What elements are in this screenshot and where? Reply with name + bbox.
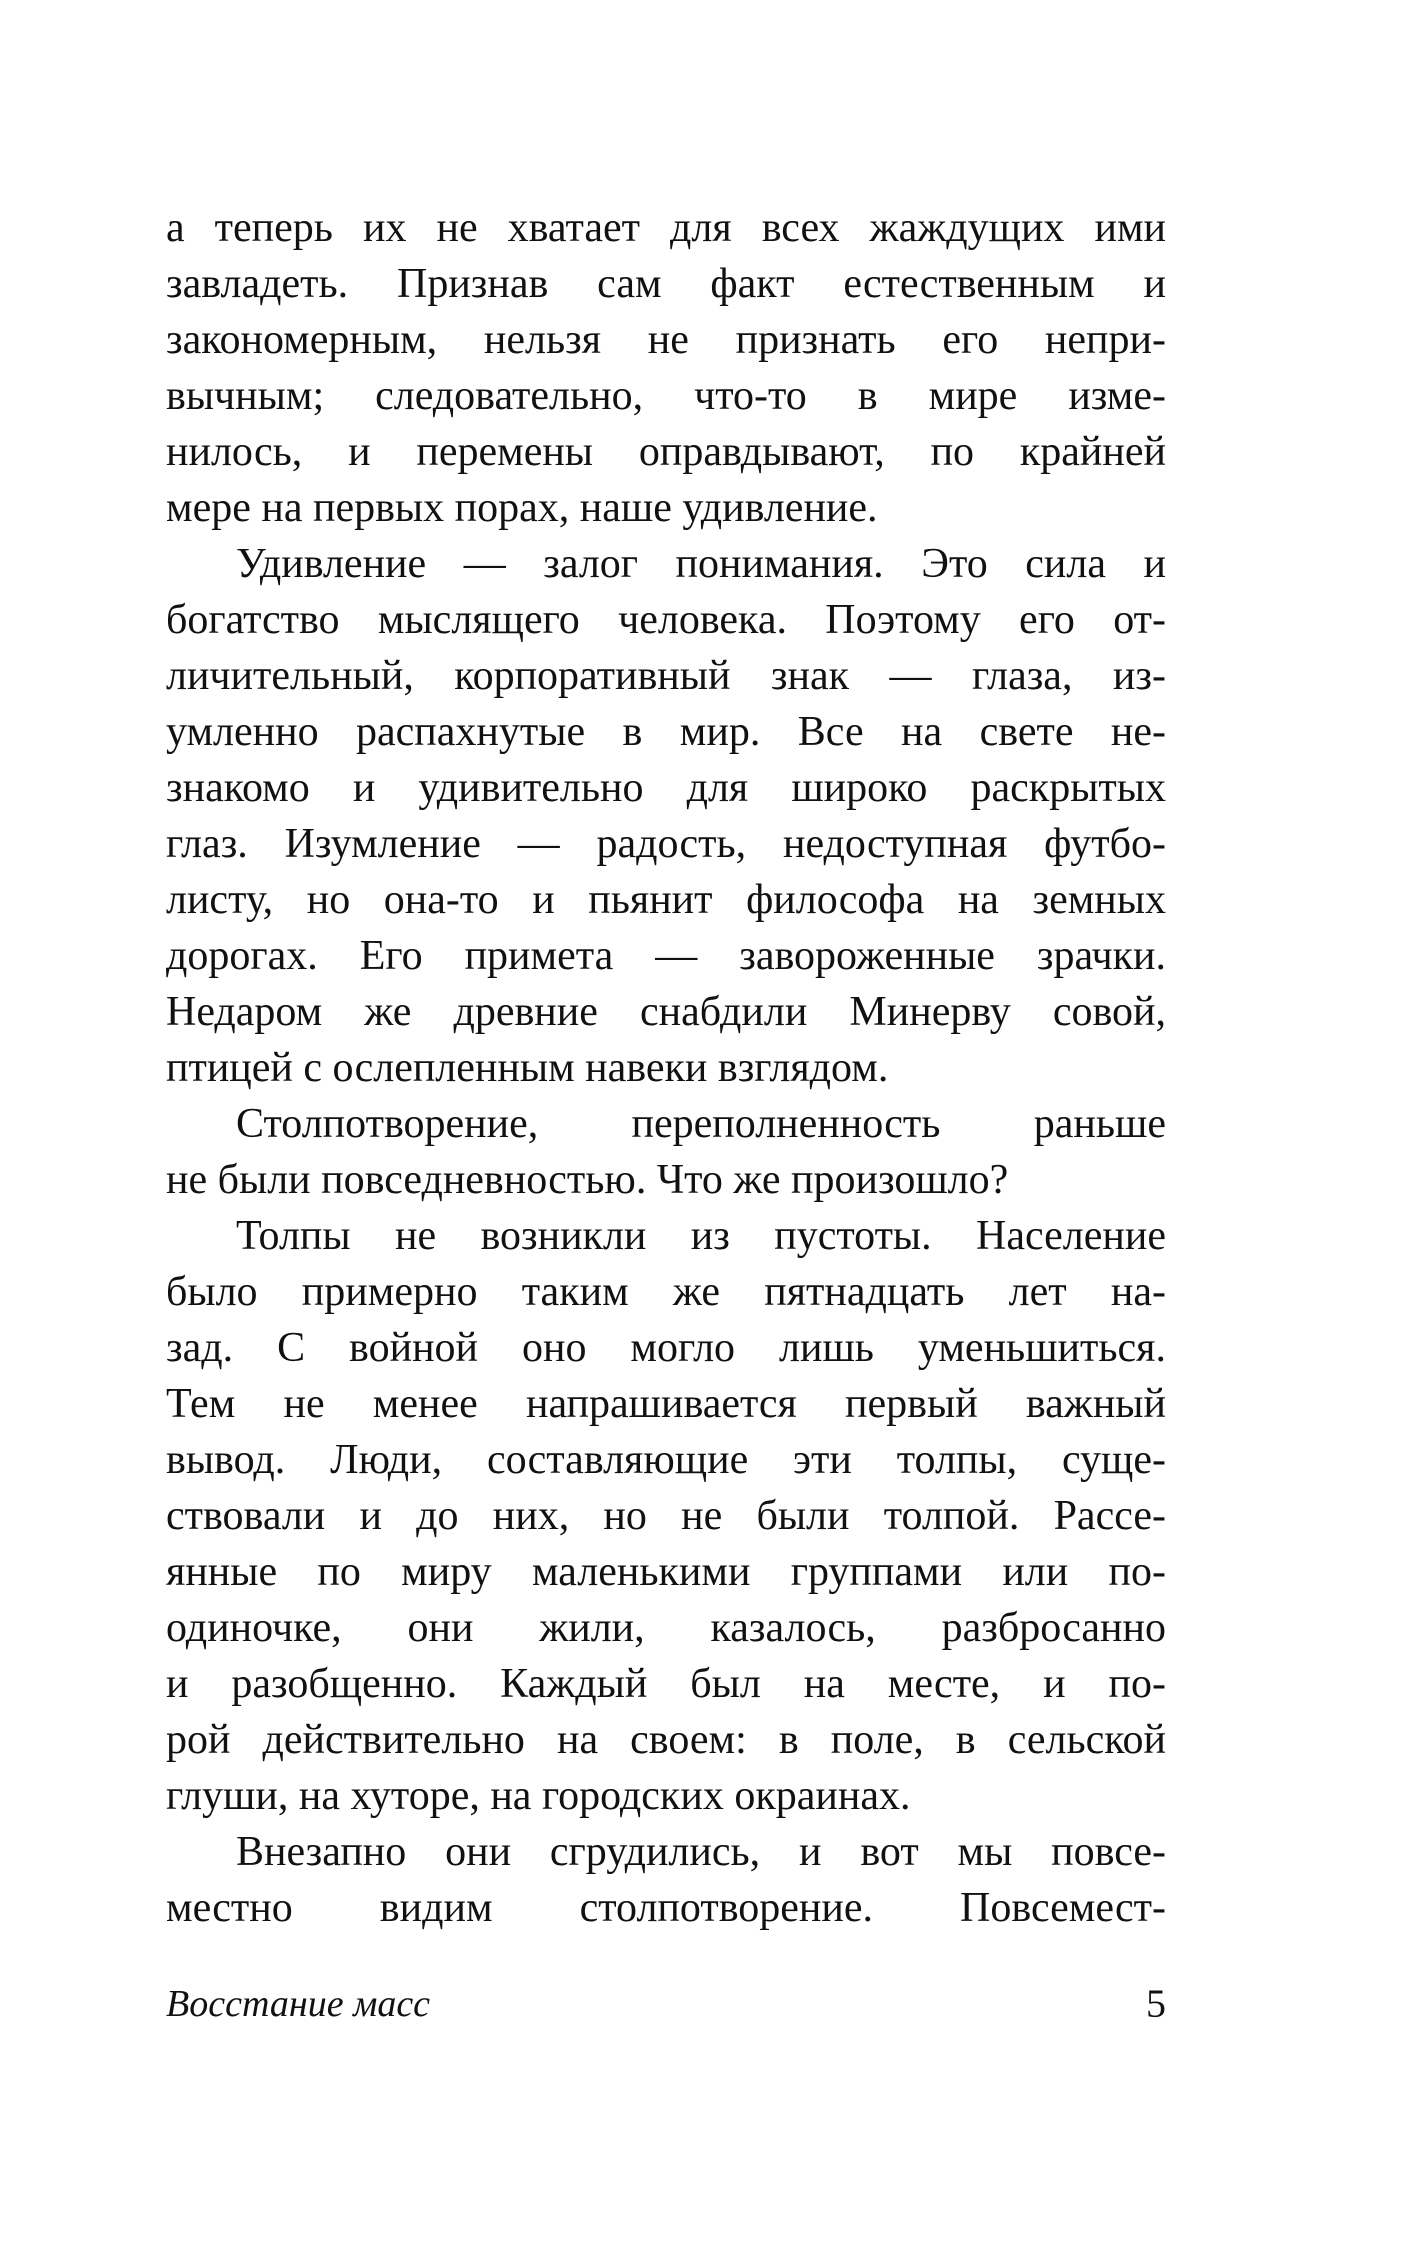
page-footer xyxy=(166,1976,1166,2032)
text-line: листу, но она-то и пьянит философа на земных xyxy=(166,877,1166,923)
text-line: и разобщенно. Каждый был на месте, и по- xyxy=(166,1661,1166,1707)
text-line: умленно распахнутые в мир. Все на свете не- xyxy=(166,709,1166,755)
text-line: богатство мыслящего человека. Поэтому его от- xyxy=(166,597,1166,643)
text-line: не были повседневностью. Что же произошло? xyxy=(166,1157,1009,1203)
text-line: Удивление — залог понимания. Это сила и xyxy=(236,541,1166,587)
text-line: знакомо и удивительно для широко раскрытых xyxy=(166,765,1166,811)
text-line: было примерно таким же пятнадцать лет на- xyxy=(166,1269,1166,1315)
text-line: личительный, корпоративный знак — глаза, из- xyxy=(166,653,1166,699)
paragraph xyxy=(166,1096,1166,1208)
text-line: ствовали и до них, но не были толпой. Рассе- xyxy=(166,1493,1166,1539)
paragraph xyxy=(166,1824,1166,1936)
text-line: птицей с ослепленным навеки взглядом. xyxy=(166,1045,889,1091)
text-line: местно видим столпотворение. Повсемест- xyxy=(166,1885,1166,1931)
text-line: Внезапно они сгрудились, и вот мы повсе- xyxy=(236,1829,1166,1875)
text-line: дорогах. Его примета — завороженные зрачки. xyxy=(166,933,1166,979)
text-line: одиночке, они жили, казалось, разбросанно xyxy=(166,1605,1166,1651)
text-line: Тем не менее напрашивается первый важный xyxy=(166,1381,1166,1427)
paragraph xyxy=(166,1208,1166,1824)
paragraph xyxy=(166,200,1166,536)
text-line: вычным; следовательно, что-то в мире изме- xyxy=(166,373,1166,419)
text-line: Недаром же древние снабдили Минерву совой, xyxy=(166,989,1166,1035)
text-line: рой действительно на своем: в поле, в сельской xyxy=(166,1717,1166,1763)
text-line: нилось, и перемены оправдывают, по крайней xyxy=(166,429,1166,475)
text-line: мере на первых порах, наше удивление. xyxy=(166,485,878,531)
text-line: Столпотворение, переполненность раньше xyxy=(236,1101,1166,1147)
text-line: глуши, на хуторе, на городских окраинах. xyxy=(166,1773,911,1819)
body-text xyxy=(166,200,1166,1936)
page-number: 5 xyxy=(1146,1981,1166,2026)
text-line: зад. С войной оно могло лишь уменьшиться. xyxy=(166,1325,1166,1371)
text-line: янные по миру маленькими группами или по- xyxy=(166,1549,1166,1595)
running-title: Восстание масс xyxy=(166,1983,431,2025)
text-line: закономерным, нельзя не признать его непри- xyxy=(166,317,1166,363)
paragraph xyxy=(166,536,1166,1096)
text-line: а теперь их не хватает для всех жаждущих ими xyxy=(166,205,1166,251)
text-line: Толпы не возникли из пустоты. Население xyxy=(236,1213,1166,1259)
text-line: вывод. Люди, составляющие эти толпы, суще- xyxy=(166,1437,1166,1483)
text-line: глаз. Изумление — радость, недоступная футбо- xyxy=(166,821,1166,867)
text-line: завладеть. Признав сам факт естественным и xyxy=(166,261,1166,307)
